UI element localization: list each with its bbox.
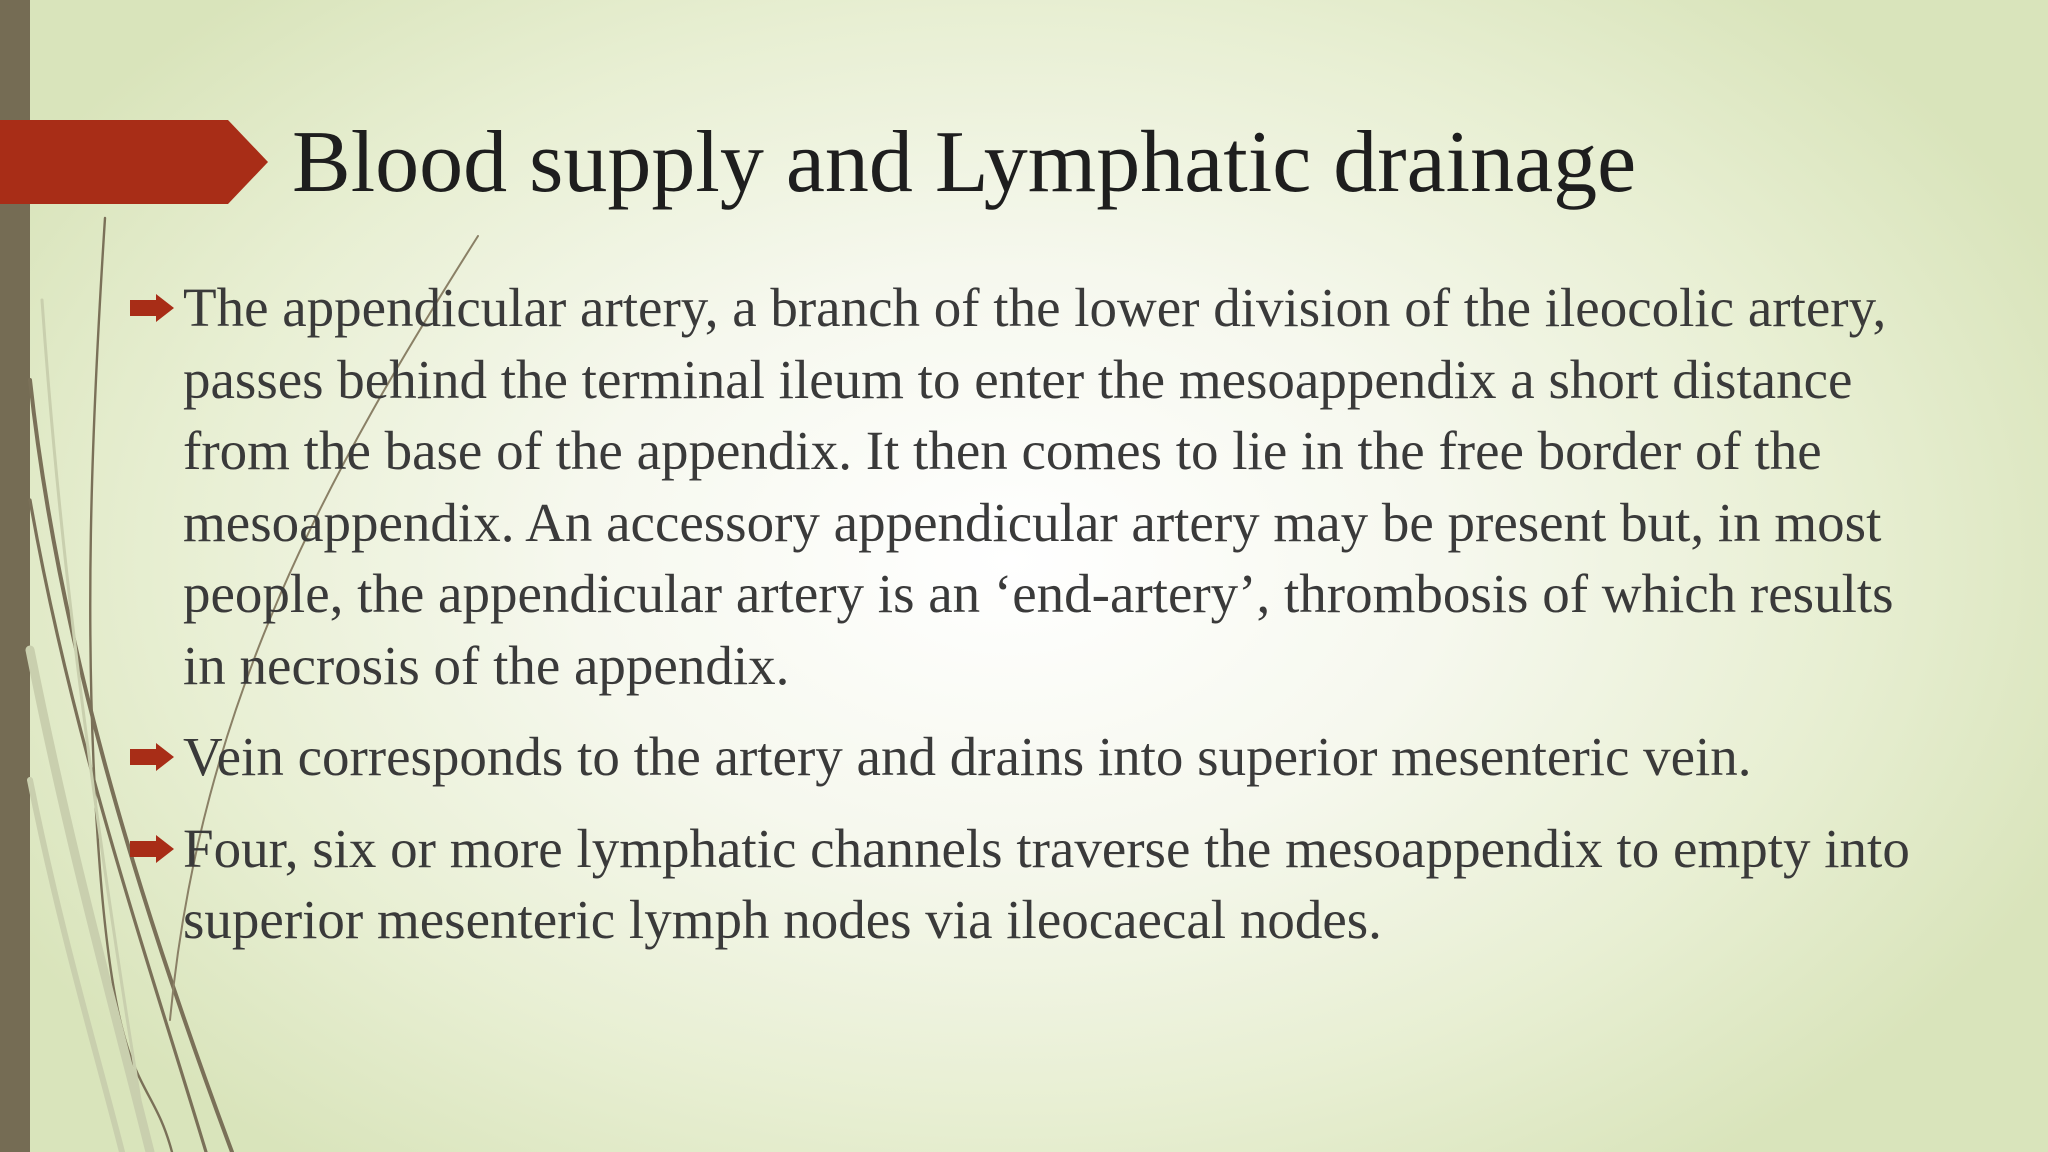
bullet-text: Vein corresponds to the artery and drains into superior mesenteric vein.	[183, 726, 1752, 787]
bullet-item	[128, 813, 1928, 956]
arrow-bullet-icon	[130, 743, 174, 771]
bullet-item	[128, 272, 1928, 701]
arrow-bullet-icon	[130, 294, 174, 322]
bullet-item	[128, 721, 1928, 793]
arrow-bullet-icon	[130, 835, 174, 863]
bullet-text: The appendicular artery, a branch of the lower division of the ileocolic artery, passes behind the terminal ileum to enter the mesoappendix a short distance from the base of the appendix. It then comes to lie in the free border of the mesoappendix. An accessory appendicular artery may be present but, in most people, the appendicular artery is an ‘end-artery’, thrombosis of which results in necrosis of the appendix.	[183, 277, 1894, 696]
slide-title: Blood supply and Lymphatic drainage	[292, 114, 1637, 211]
bullet-text: Four, six or more lymphatic channels traverse the mesoappendix to empty into superior mesenteric lymph nodes via ileocaecal nodes.	[183, 817, 1910, 950]
title-accent-tab	[0, 120, 268, 204]
bullet-list	[128, 272, 1928, 976]
